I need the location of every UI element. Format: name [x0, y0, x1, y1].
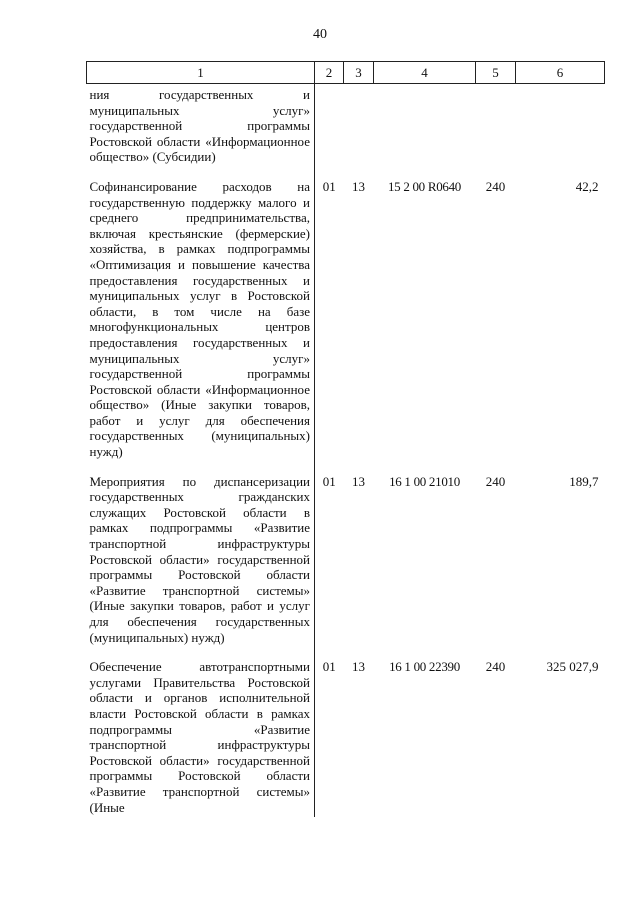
row-ministry: 01 — [322, 659, 336, 675]
header-cell-csr: 4 — [374, 62, 476, 84]
row-amount — [516, 84, 605, 167]
row-ministry — [315, 84, 344, 167]
row-ministry: 01 — [322, 178, 336, 194]
row-section: 13 — [352, 178, 365, 194]
row-csr: 15 2 00 R0640 — [387, 178, 462, 194]
row-name: Обеспечение автотранспортными услугами Правительства Ростовской области и органов исполнительной власти Ростовской области в рамках подпрограммы «Развитие транспортной инфраструктуры Ростовской области» государственной программы Ростовской области «Развитие транспортной системы» (Иные — [87, 647, 315, 817]
row-vr: 240 — [485, 659, 506, 675]
table-row — [87, 647, 605, 817]
table-row — [87, 167, 605, 462]
row-amount: 189,7 — [569, 473, 599, 489]
row-amount: 42,2 — [575, 178, 599, 194]
row-csr: 16 1 00 22390 — [389, 659, 460, 675]
row-vr: 240 — [485, 473, 506, 489]
budget-table — [86, 61, 605, 817]
table-row — [87, 462, 605, 648]
header-cell-amount: 6 — [516, 62, 605, 84]
row-vr — [476, 84, 516, 167]
row-amount: 325 027,9 — [546, 659, 599, 675]
row-csr — [374, 84, 476, 167]
table-row — [87, 84, 605, 167]
header-cell-ministry: 2 — [315, 62, 344, 84]
row-vr: 240 — [485, 178, 506, 194]
row-name: ния государственных и муниципальных услуг» государственной программы Ростовской области «Информационное общество» (Субсидии) — [87, 84, 315, 167]
row-name: Мероприятия по диспансеризации государственных гражданских служащих Ростовской области в рамках подпрограммы «Развитие транспортной инфраструктуры Ростовской области» государственной программы Ростовской области «Развитие транспортной системы» (Иные закупки товаров, работ и услуг для обеспечения государственных (муниципальных) нужд) — [87, 462, 315, 648]
header-cell-section: 3 — [344, 62, 374, 84]
table-header-row — [87, 62, 605, 84]
row-section — [344, 84, 374, 167]
row-ministry: 01 — [322, 473, 336, 489]
row-section: 13 — [352, 659, 365, 675]
page-number: 40 — [313, 27, 327, 42]
header-cell-name: 1 — [87, 62, 315, 84]
row-csr: 16 1 00 21010 — [389, 473, 460, 489]
header-cell-vr: 5 — [476, 62, 516, 84]
row-name: Софинансирование расходов на государственную поддержку малого и среднего предпринимательства, включая крестьянские (фермерские) хозяйства, в рамках подпрограммы «Оптимизация и повышение качества предоставления государственных и муниципальных услуг в Ростовской области, в том числе на базе многофункциональных центров предоставления государственных и муниципальных услуг» государственной программы Ростовской области «Информационное общество» (Иные закупки товаров, работ и услуг для обеспечения государственных (муниципальных) нужд) — [87, 167, 315, 462]
row-section: 13 — [352, 473, 365, 489]
